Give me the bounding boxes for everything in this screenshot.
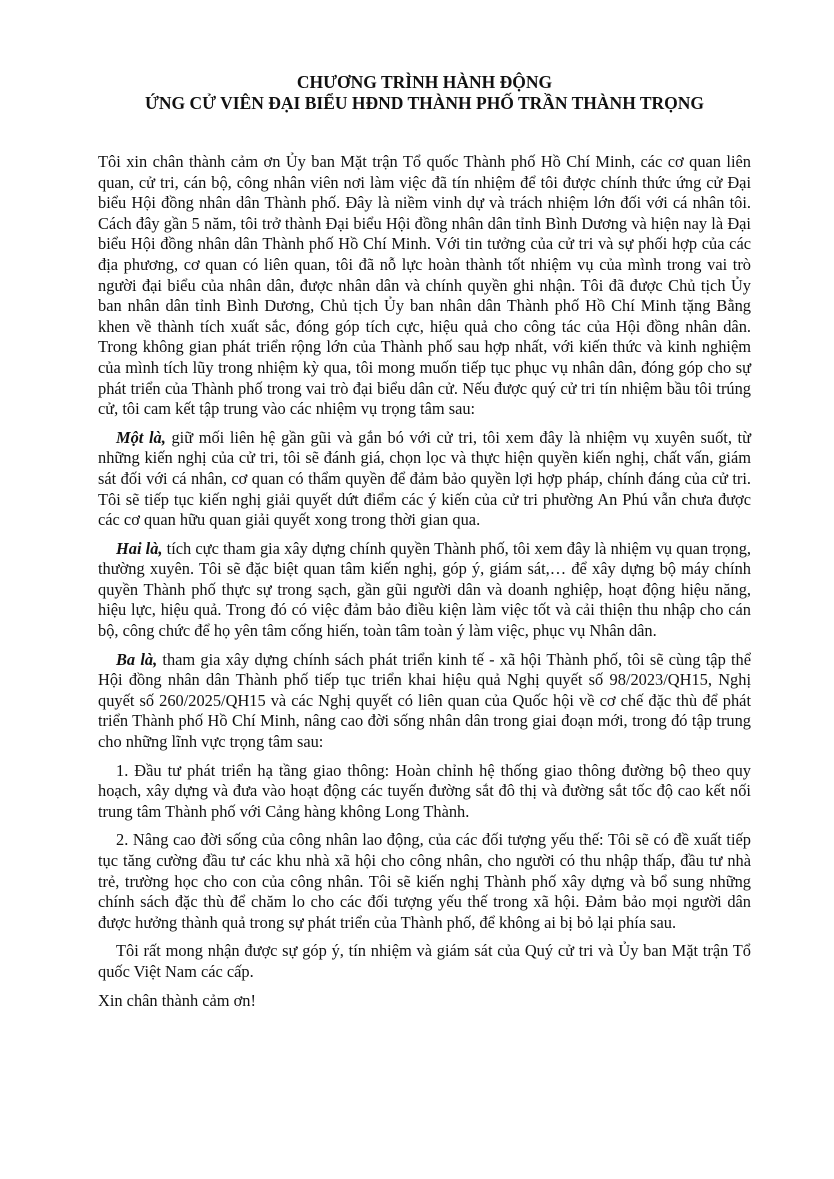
list-item-infrastructure: 1. Đầu tư phát triển hạ tầng giao thông: Hoàn chỉnh hệ thống giao thông đường bộ theo quy hoạch, xây dựng và đưa vào hoạt động các tuyến đường sắt đô thị và đường sắt tốc độ cao kết nối trung tâm Thành phố với Cảng hàng không Long Thành. bbox=[98, 760, 751, 821]
intro-paragraph: Tôi xin chân thành cảm ơn Ủy ban Mặt trận Tổ quốc Thành phố Hồ Chí Minh, các cơ quan liên quan, cử tri, cán bộ, công nhân viên nơi làm việc đã tín nhiệm để tôi được chính thức ứng cử Đại biểu Hội đồng nhân dân Thành phố. Đây là niềm vinh dự và trách nhiệm lớn đối với cá nhân tôi. Cách đây gần 5 năm, tôi trở thành Đại biểu Hội đồng nhân dân tỉnh Bình Dương và hiện nay là Đại biểu Hội đồng nhân dân Thành phố Hồ Chí Minh. Với tin tưởng của cử tri và sự phối hợp của các địa phương, cơ quan có liên quan, tôi đã nỗ lực hoàn thành tốt nhiệm vụ của mình trong vai trò người đại biểu của nhân dân, được nhân dân và chính quyền ghi nhận. Tôi đã được Chủ tịch Ủy ban nhân dân tỉnh Bình Dương, Chủ tịch Ủy ban nhân dân Thành phố Hồ Chí Minh tặng Bằng khen về thành tích xuất sắc, đóng góp tích cực, hiệu quả cho công tác của Hội đồng nhân dân. Trong không gian phát triển rộng lớn của Thành phố sau hợp nhất, với kiến thức và kinh nghiệm của mình tích lũy trong nhiệm kỳ qua, tôi mong muốn tiếp tục phục vụ nhân dân, đóng góp cho sự phát triển của Thành phố trong vai trò đại biểu dân cử. Nếu được quý cử tri tín nhiệm bầu tôi trúng cử, tôi cam kết tập trung vào các nhiệm vụ trọng tâm sau: bbox=[98, 152, 751, 419]
paragraph-text: tích cực tham gia xây dựng chính quyền Thành phố, tôi xem đây là nhiệm vụ quan trọng, thường xuyên. Tôi sẽ đặc biệt quan tâm kiến nghị, góp ý, giám sát,… để xây dựng bộ máy chính quyền Thành phố thực sự trong sạch, gần gũi người dân và doanh nghiệp, hoạt động hiệu năng, hiệu lực, hiệu quả. Trong đó có việc đảm bảo điều kiện làm việc tốt và cải thiện thu nhập cho cán bộ, công chức để họ yên tâm cống hiến, toàn tâm toàn ý làm việc, phục vụ Nhân dân. bbox=[98, 538, 751, 641]
paragraph-lead: Một là, bbox=[116, 427, 166, 447]
list-item-workers: 2. Nâng cao đời sống của công nhân lao động, của các đối tượng yếu thế: Tôi sẽ có đề xuất tiếp tục tăng cường đầu tư các khu nhà xã hội cho công nhân, cho người có thu nhập thấp, đầu tư nhà trẻ, trường học cho con của công nhân. Tôi sẽ kiến nghị Thành phố xây dựng và bổ sung những chính sách đặc thù để chăm lo cho các đối tượng yếu thế trong xã hội. Đảm bảo mọi người dân được hưởng thành quả trong sự phát triển của Thành phố, để không ai bị bỏ lại phía sau. bbox=[98, 830, 751, 932]
document-title-line-1: CHƯƠNG TRÌNH HÀNH ĐỘNG bbox=[296, 72, 553, 92]
paragraph-ba-la bbox=[98, 650, 751, 753]
closing-paragraph: Tôi rất mong nhận được sự góp ý, tín nhiệm và giám sát của Quý cử tri và Ủy ban Mặt trận Tổ quốc Việt Nam các cấp. bbox=[98, 941, 751, 981]
paragraph-lead: Hai là, bbox=[116, 538, 163, 558]
document-title-block bbox=[98, 72, 751, 114]
document-title-line-2: ỨNG CỬ VIÊN ĐẠI BIỂU HĐND THÀNH PHỐ TRẦN THÀNH TRỌNG bbox=[144, 93, 705, 113]
paragraph-text: tham gia xây dựng chính sách phát triển kinh tế - xã hội Thành phố, tôi sẽ cùng tập thể Hội đồng nhân dân Thành phố tiếp tục triển khai hiệu quả Nghị quyết số 98/2023/QH15, Nghị quyết số 260/2025/QH15 và các Nghị quyết có liên quan của Quốc hội về cơ chế đặc thù để phát triển Thành phố Hồ Chí Minh, nâng cao đời sống nhân dân trong giai đoạn mới, trong đó tập trung cho những lĩnh vực trọng tâm sau: bbox=[98, 649, 751, 752]
paragraph-hai-la bbox=[98, 539, 751, 642]
paragraph-mot-la bbox=[98, 428, 751, 531]
thanks-line: Xin chân thành cảm ơn! bbox=[98, 990, 256, 1010]
paragraph-text: giữ mối liên hệ gần gũi và gắn bó với cử tri, tôi xem đây là nhiệm vụ xuyên suốt, từ những kiến nghị của cử tri, tôi sẽ đánh giá, chọn lọc và thực hiện quyền kiến nghị, chất vấn, giám sát đối với cá nhân, cơ quan có thẩm quyền để đảm bảo quyền lợi hợp pháp, chính đáng của cử tri. Tôi sẽ tiếp tục kiến nghị giải quyết dứt điểm các ý kiến của cử tri phường An Phú vẫn chưa được các cơ quan hữu quan giải quyết xong trong thời gian qua. bbox=[98, 427, 751, 530]
paragraph-lead: Ba là, bbox=[116, 649, 158, 669]
